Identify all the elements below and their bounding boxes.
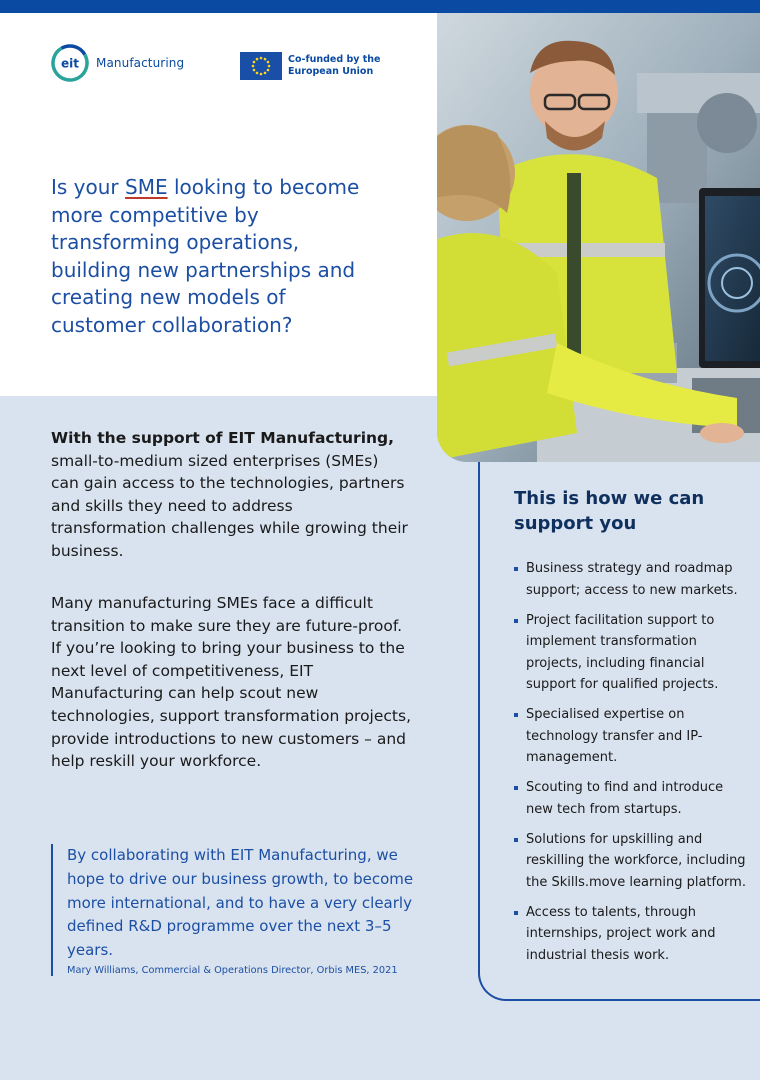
list-item	[514, 558, 754, 601]
list-item	[514, 829, 754, 894]
second-paragraph: Many manufacturing SMEs face a difficult transition to make sure they are future-proof. If you’re looking to bring your business to the next level of competitiveness, EIT Manufacturing can help scout new technologies, support transformation projects, provide introductions to new customers – and help reskill your workforce.	[51, 594, 412, 771]
list-item-text: Project facilitation support to implement transformation projects, including financial support for qualified projects.	[526, 612, 719, 692]
headline-after: looking to become more competitive by transforming operations, building new partnerships and creating new models of customer collaboration?	[51, 175, 360, 337]
hero-photo	[437, 13, 760, 462]
support-list	[514, 558, 754, 975]
list-item	[514, 777, 754, 820]
eu-text-line2: European Union	[288, 66, 374, 77]
list-item-text: Scouting to find and introduce new tech from startups.	[526, 780, 724, 817]
bullet-icon	[514, 838, 518, 842]
support-title: This is how we can support you	[514, 488, 705, 534]
eit-logo-icon	[50, 43, 90, 83]
eit-logo-mark: eit	[61, 56, 79, 71]
list-item	[514, 610, 754, 696]
top-accent-bar	[0, 0, 760, 13]
headline-before: Is your	[51, 175, 126, 199]
bullet-icon	[514, 619, 518, 623]
workers-photo-illustration	[437, 13, 760, 462]
headline	[51, 174, 381, 339]
list-item	[514, 902, 754, 967]
bullet-icon	[514, 911, 518, 915]
bullet-icon	[514, 713, 518, 717]
list-item	[514, 704, 754, 769]
quote-text: By collaborating with EIT Manufacturing, we hope to drive our business growth, to become more international, and to have a very clearly defined R&D programme over the next 3–5 years.	[67, 846, 414, 960]
eit-manufacturing-logo	[50, 43, 184, 83]
headline-sme: SME	[125, 175, 168, 199]
intro-paragraph	[51, 427, 411, 563]
eu-text-line1: Co-funded by the	[288, 54, 381, 65]
support-panel	[478, 462, 760, 1001]
intro-bold: With the support of EIT Manufacturing,	[51, 429, 395, 447]
eit-logo-word: Manufacturing	[96, 56, 185, 70]
testimonial-quote	[51, 844, 426, 976]
bullet-icon	[514, 567, 518, 571]
list-item-text: Business strategy and roadmap support; access to new markets.	[526, 561, 738, 598]
list-item-text: Access to talents, through internships, project work and industrial thesis work.	[526, 904, 716, 963]
quote-attribution: Mary Williams, Commercial & Operations Director, Orbis MES, 2021	[67, 964, 398, 976]
list-item-text: Specialised expertise on technology transfer and IP-management.	[526, 707, 703, 765]
intro-rest: small-to-medium sized enterprises (SMEs) can gain access to the technologies, partners and skills they need to address transformation challenges while growing their business.	[51, 451, 408, 560]
eu-flag-icon	[240, 52, 282, 80]
list-item-text: Solutions for upskilling and reskilling the workforce, including the Skills.move learning platform.	[526, 831, 746, 890]
bullet-icon	[514, 786, 518, 790]
eu-cofunded-logo	[240, 52, 381, 80]
